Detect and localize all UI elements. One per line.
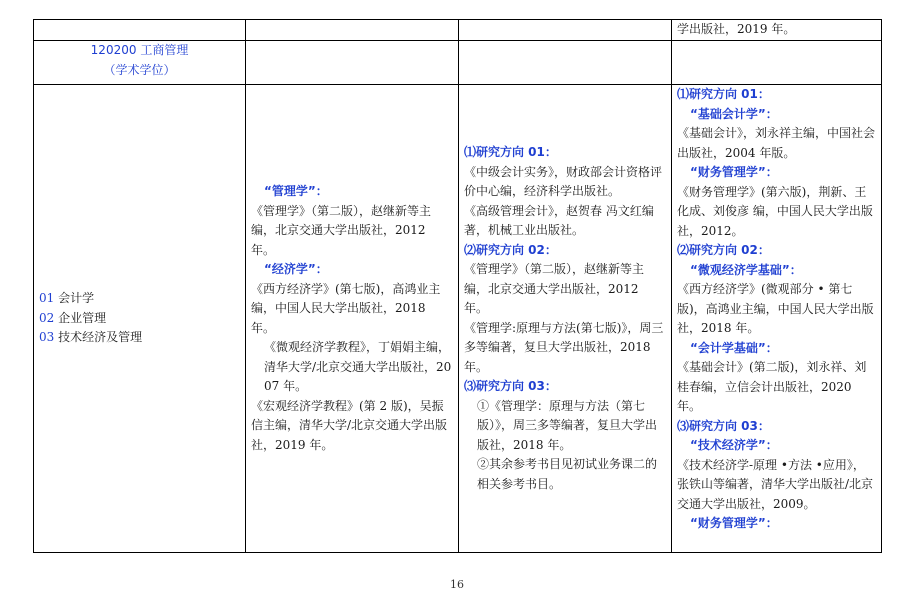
direction-code: 01 [39,291,55,306]
subject-heading: “管理学”： [264,184,328,198]
direction-heading: ⑴研究方向 01： [464,145,557,159]
book-entry: ①《管理学：原理与方法（第七版）》，周三多等编著，复旦大学出版社，2018 年。 [477,398,658,452]
reference-table [33,19,882,553]
table-cell [459,20,672,41]
book-entry: 《中级会计实务》，财政部会计资格评价中心编，经济科学出版社。 [464,164,663,198]
subject-heading: “会计学基础”： [690,340,778,355]
major-code: 120200 [90,43,137,57]
direction-item: 02 企业管理 [39,310,107,325]
directions-cell [34,85,246,553]
direction-heading: ⑵研究方向 02： [677,243,770,257]
table-cell [246,20,459,41]
book-entry: 《西方经济学》(微观部分 • 第七版)，高鸿业主编，中国人民大学出版社，2018 年。 [677,282,874,335]
subject-heading: “财务管理学”： [690,516,778,530]
book-entry: 《财务管理学》(第六版)，荆新、王化成、刘俊彦 编，中国人民大学出版社，2012。 [677,184,873,238]
major-cell [34,41,246,85]
subject-heading: “财务管理学”： [690,165,778,179]
direction-heading: ⑵研究方向 02： [464,242,557,257]
book-entry: 《微观经济学教程》，丁娟娟主编，清华大学/北京交通大学出版社，2007 年。 [264,340,452,393]
table-cell [459,41,672,85]
book-entry: 《基础会计》，刘永祥主编，中国社会出版社，2004 年版。 [677,126,876,160]
table-cell [672,41,882,85]
cell-text: 学出版社，2019 年。 [677,22,796,36]
direction-heading: ⑶研究方向 03： [677,418,770,433]
book-entry: ②其余参考书目见初试业务课二的相关参考书目。 [477,457,658,491]
subject-heading: “经济学”： [264,262,328,276]
degree-type: （学术学位） [103,62,176,77]
direction-heading: ⑶研究方向 03： [464,379,557,393]
table-row [34,41,882,85]
table-cell [34,20,246,41]
page-number: 16 [450,578,464,591]
book-entry: 《高级管理会计》，赵贺春 冯文红编著，机械工业出版社。 [464,203,654,237]
direction-code: 02 [39,310,55,325]
table-cell [246,41,459,85]
book-entry: 《管理学:原理与方法(第七版)》，周三多等编著，复旦大学出版社，2018 年。 [464,320,664,374]
exam-books-cell [246,85,459,553]
addendum-books-cell [672,85,882,553]
book-entry: 《西方经济学》(第七版)，高鸿业主编，中国人民大学出版社，2018 年。 [251,281,441,335]
table-cell [672,20,882,41]
direction-code: 03 [39,330,55,345]
book-entry: 《基础会计》(第二版)，刘永祥、刘桂春编，立信会计出版社，2020 年。 [677,360,867,413]
book-entry: 《管理学》（第二版），赵继新等主编，北京交通大学出版社，2012 年。 [464,262,645,315]
table-row [34,85,882,553]
subject-heading: “基础会计学”： [690,106,778,121]
direction-item: 03 技术经济及管理 [39,330,143,345]
subject-heading: “技术经济学”： [690,438,778,452]
book-entry: 《管理学》（第二版），赵继新等主编，北京交通大学出版社，2012 年。 [251,203,432,257]
direction-item: 01 会计学 [39,291,95,306]
book-entry: 《技术经济学-原理 •方法 •应用》，张铁山等编著，清华大学出版社/北京交通大学出版社，2009。 [677,457,874,511]
major-name: 工商管理 [140,43,189,57]
table-row [34,20,882,41]
book-entry: 《宏观经济学教程》(第 2 版)，吴振信主编，清华大学/北京交通大学出版社，2019 年。 [251,398,448,452]
direction-heading: ⑴研究方向 01： [677,87,770,101]
retest-books-cell [459,85,672,553]
subject-heading: “微观经济学基础”： [690,262,802,277]
